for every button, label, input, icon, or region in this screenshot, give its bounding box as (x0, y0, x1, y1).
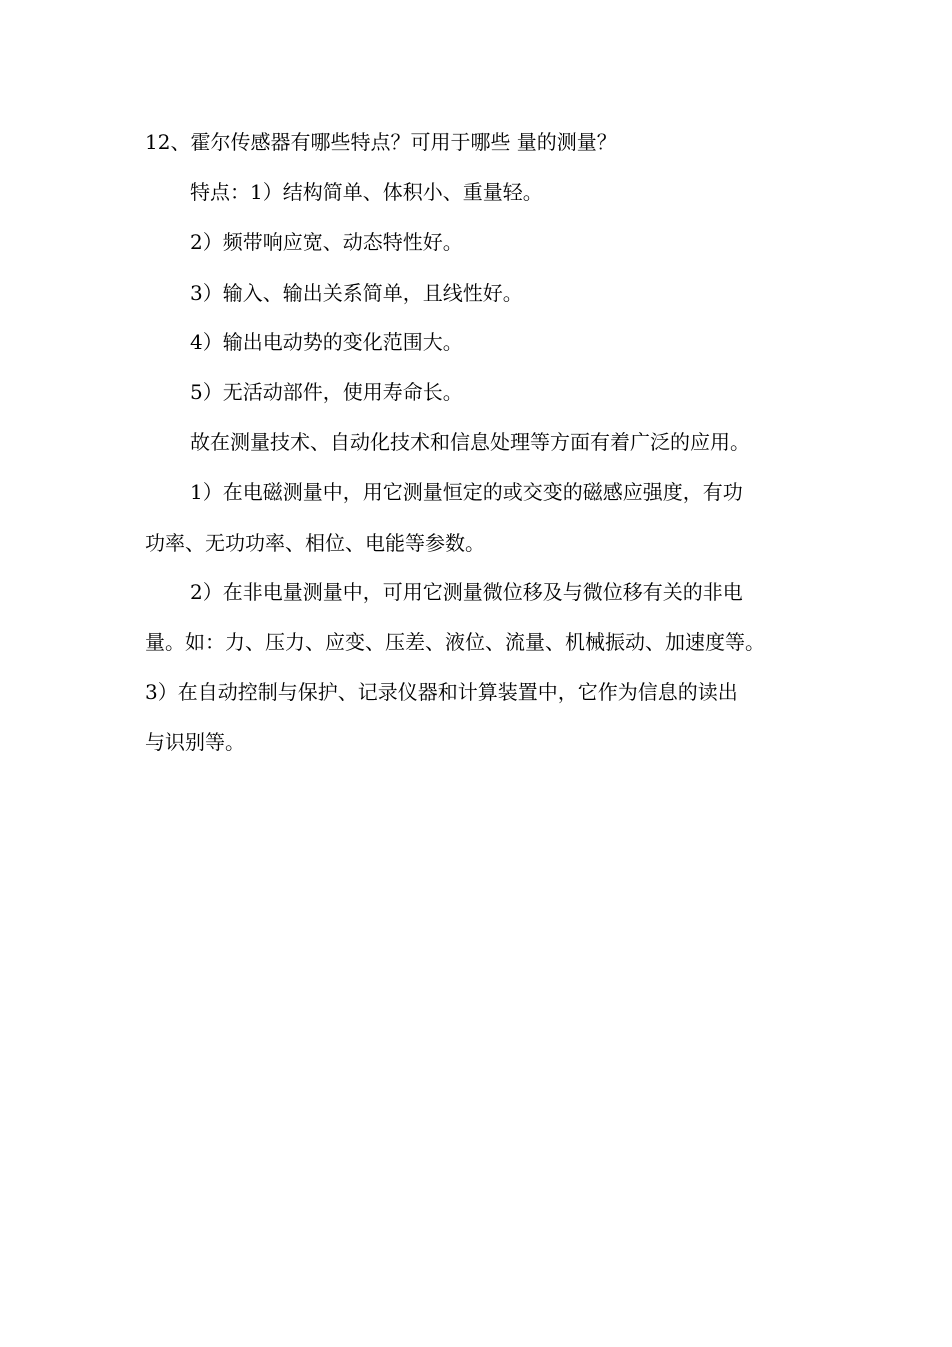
application-2-line-1: 2）在非电量测量中，可用它测量微位移及与微位移有关的非电 (190, 580, 743, 604)
features-intro: 特点：1）结构简单、体积小、重量轻。 (190, 180, 543, 204)
application-1-line-1: 1）在电磁测量中，用它测量恒定的或交变的磁感应强度，有功 (190, 480, 743, 504)
feature-item-5: 5）无活动部件，使用寿命长。 (190, 380, 463, 404)
feature-item-3: 3）输入、输出关系简单，且线性好。 (190, 281, 523, 305)
feature-item-2: 2）频带响应宽、动态特性好。 (190, 230, 463, 254)
application-3-line-2: 与识别等。 (145, 730, 245, 754)
application-2-line-2: 量。如：力、压力、应变、压差、液位、流量、机械振动、加速度等。 (145, 630, 765, 654)
feature-item-4: 4）输出电动势的变化范围大。 (190, 330, 463, 354)
application-1-line-2: 功率、无功功率、相位、电能等参数。 (145, 531, 485, 555)
application-3-line-1: 3）在自动控制与保护、记录仪器和计算装置中，它作为信息的读出 (145, 680, 738, 704)
question-heading: 12、霍尔传感器有哪些特点？可用于哪些 量的测量？ (145, 130, 617, 154)
applications-intro: 故在测量技术、自动化技术和信息处理等方面有着广泛的应用。 (190, 430, 750, 454)
